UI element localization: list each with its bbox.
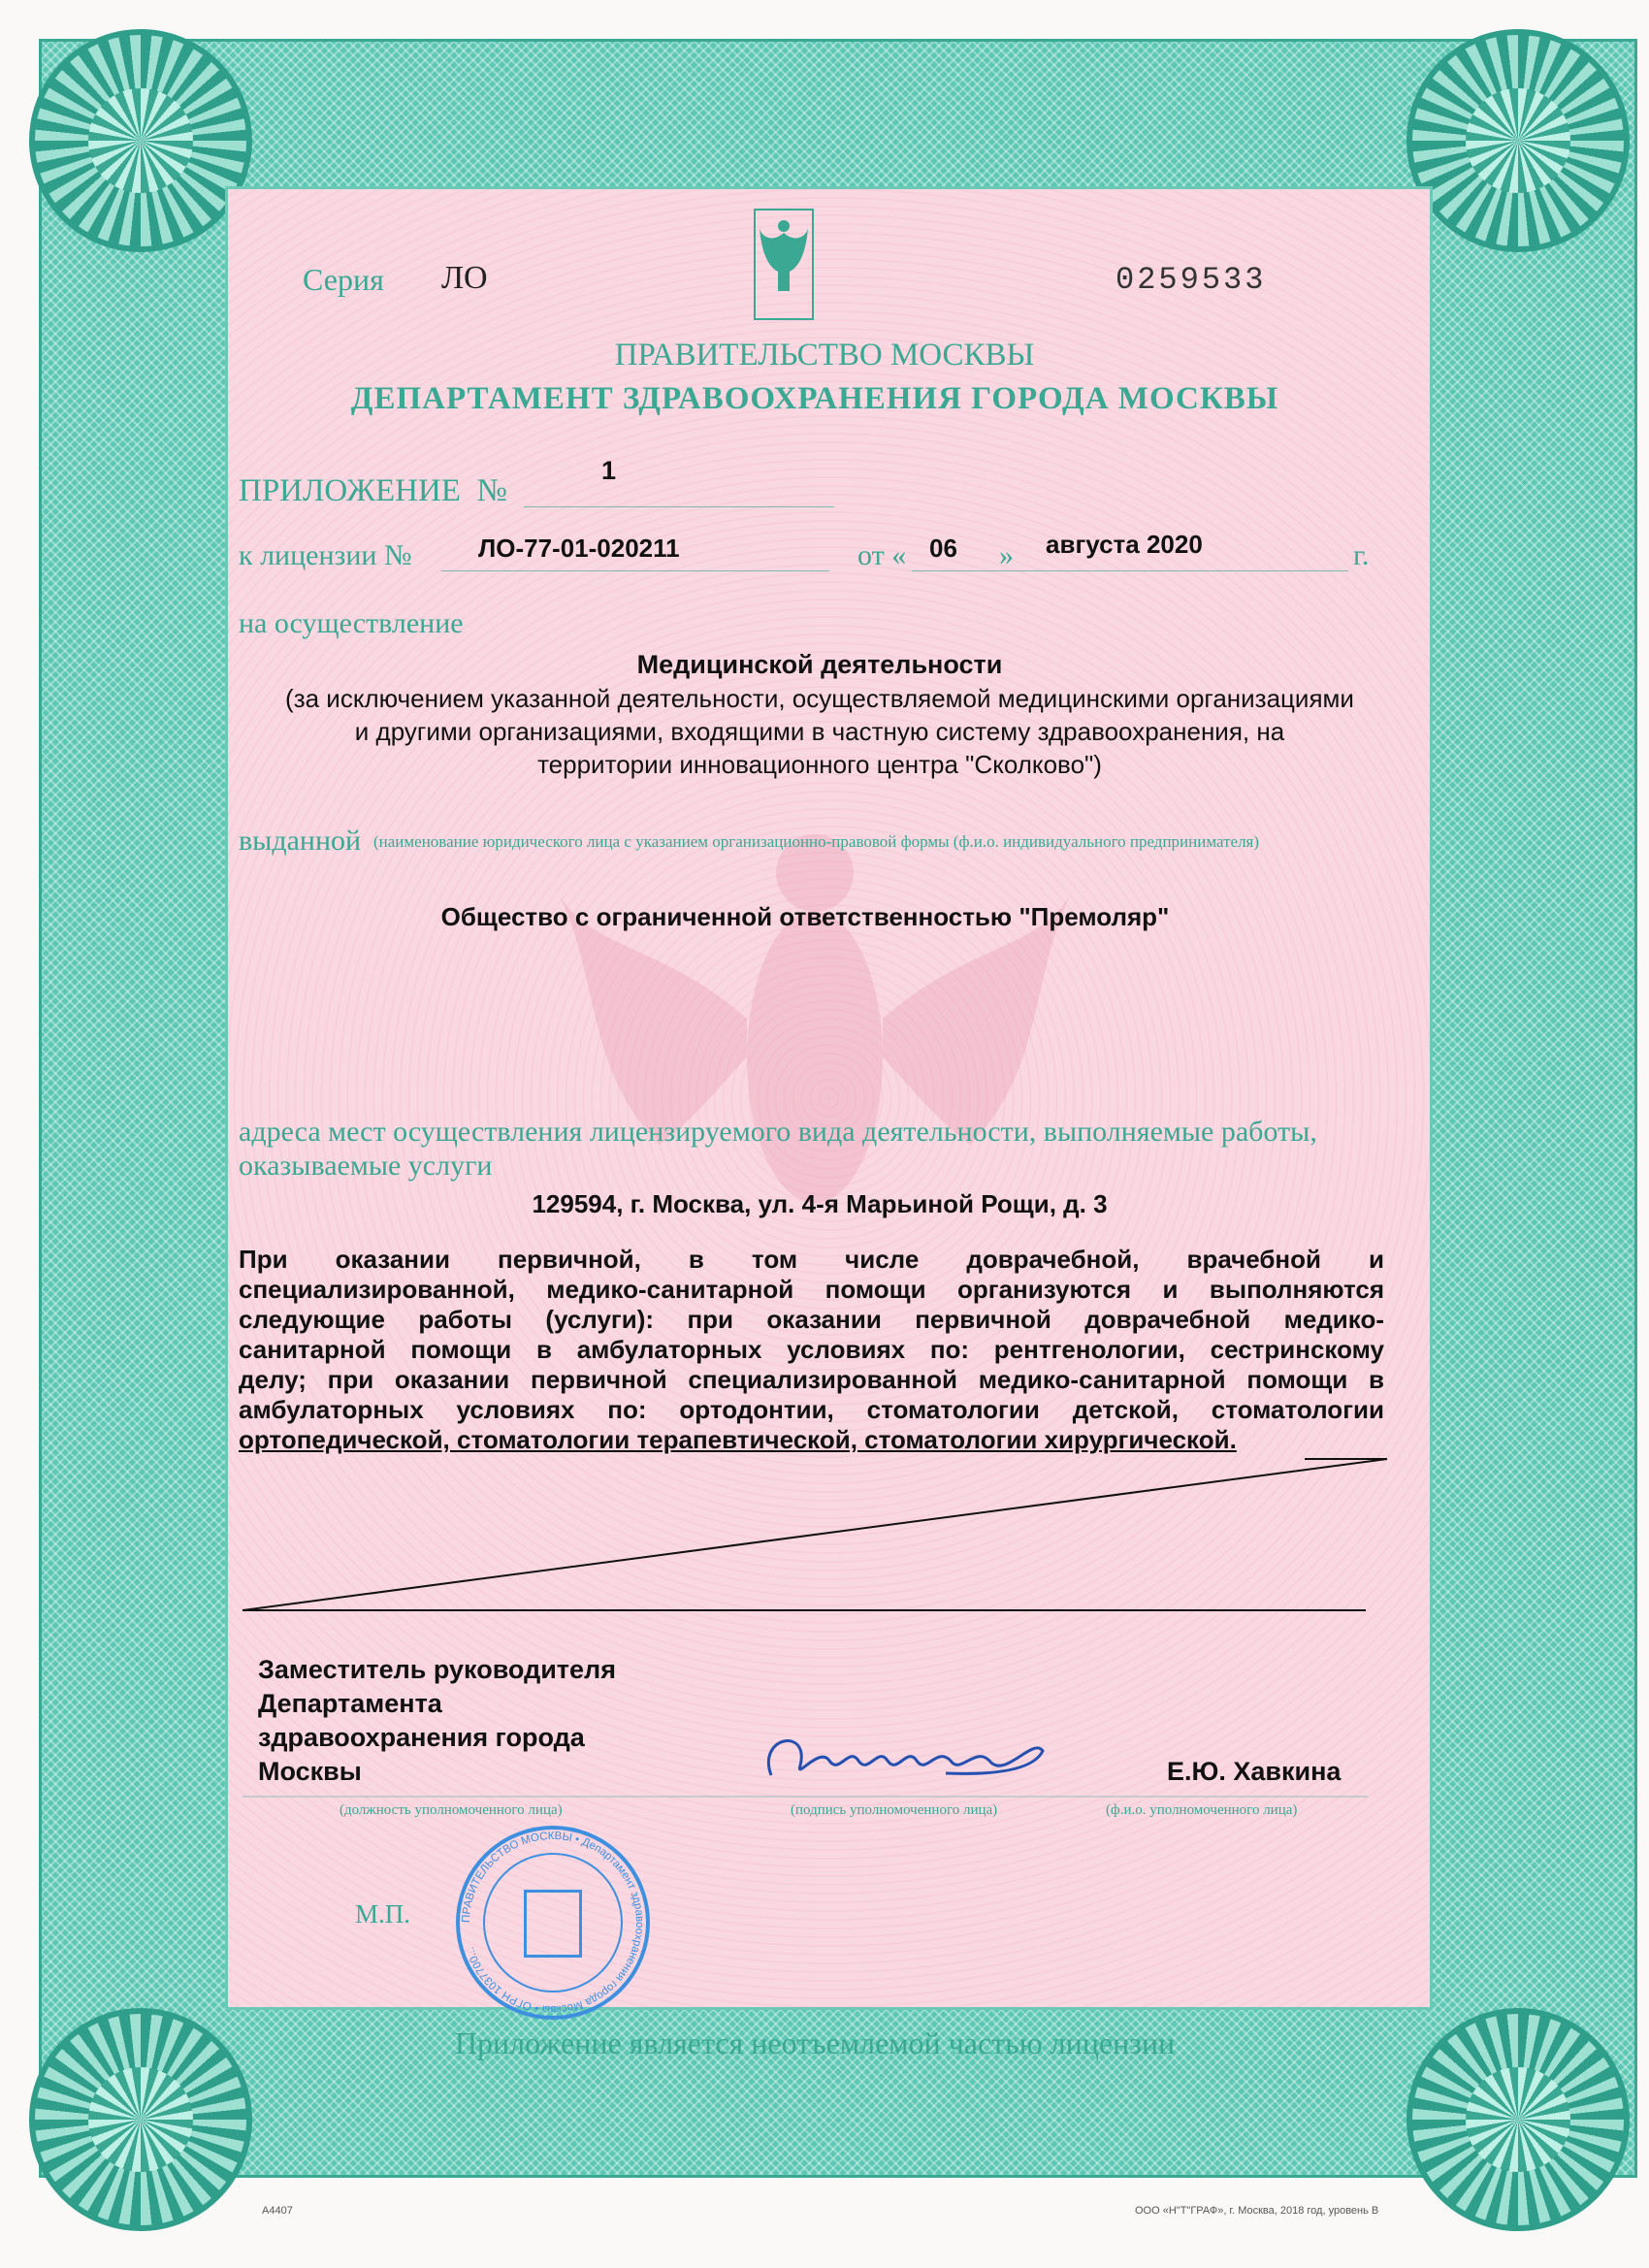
stamp-text: ПРАВИТЕЛЬСТВО МОСКВЫ • Департамент здравоохранения города Москвы • ОГРН 1037700...: [460, 1830, 646, 2016]
signatory-name: Е.Ю. Хавкина: [1167, 1757, 1342, 1786]
activity-detail-line: территории инновационного центра "Сколково"): [537, 750, 1102, 779]
license-day: 06: [929, 534, 957, 563]
services-line: делу; при оказании первичной специализированной медико-санитарной помощи в: [239, 1365, 1384, 1394]
signatory-position-line: Москвы: [258, 1757, 362, 1786]
form-number: 0259533: [1116, 262, 1267, 298]
services-line: ортопедической, стоматологии терапевтической, стоматологии хирургической.: [239, 1425, 1237, 1454]
addresses-label-line2: оказываемые услуги: [239, 1150, 493, 1182]
signatory-position-line: Департамента: [258, 1689, 442, 1718]
address-value: 129594, г. Москва, ул. 4-я Марьиной Рощи, д. 3: [532, 1189, 1108, 1218]
activity-title: Медицинской деятельности: [636, 650, 1003, 679]
license-month-year: августа 2020: [1046, 530, 1203, 559]
form-code: А4407: [262, 2205, 293, 2217]
services-line: При оказании первичной, в том числе доврачебной, врачебной и: [239, 1245, 1384, 1274]
appendix-label: ПРИЛОЖЕНИЕ №: [239, 473, 507, 508]
svg-text:ПРАВИТЕЛЬСТВО МОСКВЫ • Департа: [461, 1831, 645, 2015]
appendix-number: 1: [601, 456, 617, 485]
services-line: следующие работы (услуги): при оказании первичной доврачебной медико-: [239, 1305, 1384, 1334]
services-line: санитарной помощи в амбулаторных условиях по: рентгенологии, сестринскому: [239, 1335, 1384, 1364]
series-value: ЛО: [441, 260, 488, 296]
caption-position: (должность уполномоченного лица): [340, 1802, 563, 1818]
caption-name: (ф.и.о. уполномоченного лица): [1106, 1802, 1298, 1818]
signature-icon: [752, 1717, 1086, 1795]
department-title: ДЕПАРТАМЕНТ ЗДРАВООХРАНЕНИЯ ГОРОДА МОСКВЫ: [350, 381, 1279, 416]
official-stamp: [456, 1826, 650, 2020]
organization-name: Общество с ограниченной ответственностью "Премоляр": [440, 902, 1170, 931]
printer-info: ООО «Н"Т"ГРАФ», г. Москва, 2018 год, уровень В: [1135, 2205, 1379, 2217]
license-number: ЛО-77-01-020211: [478, 534, 680, 563]
issued-label: выданной: [239, 825, 362, 857]
stamp-lettering: [456, 1826, 650, 2020]
activity-detail-line: (за исключением указанной деятельности, осуществляемой медицинскими организациями: [285, 684, 1354, 713]
government-title: ПРАВИТЕЛЬСТВО МОСКВЫ: [614, 338, 1035, 373]
services-line: амбулаторных условиях по: ортодонтии, стоматологии детской, стоматологии: [239, 1395, 1384, 1424]
license-prefix: к лицензии №: [239, 539, 412, 571]
seal-place-label: М.П.: [355, 1899, 411, 1928]
activity-label: на осуществление: [239, 607, 464, 639]
caption-signature: (подпись уполномоченного лица): [791, 1802, 998, 1818]
signatory-position-line: здравоохранения города: [258, 1723, 585, 1752]
license-day-close: »: [999, 539, 1014, 571]
license-date-from: от «: [857, 539, 907, 571]
issued-hint: (наименование юридического лица с указанием организационно-правовой формы (ф.и.о. индивидуального предпринимателя): [373, 832, 1260, 851]
activity-detail-line: и другими организациями, входящими в частную систему здравоохранения, на: [354, 717, 1285, 746]
signatory-position-line: Заместитель руководителя: [258, 1655, 616, 1684]
series-label: Серия: [303, 262, 384, 297]
license-year-suffix: г.: [1353, 539, 1370, 571]
addresses-label-line1: адреса мест осуществления лицензируемого вида деятельности, выполняемые работы,: [239, 1116, 1317, 1148]
footer-note: Приложение является неотъемлемой частью лицензии: [454, 2025, 1176, 2060]
services-line: специализированной, медико-санитарной помощи организуются и выполняются: [239, 1275, 1384, 1304]
